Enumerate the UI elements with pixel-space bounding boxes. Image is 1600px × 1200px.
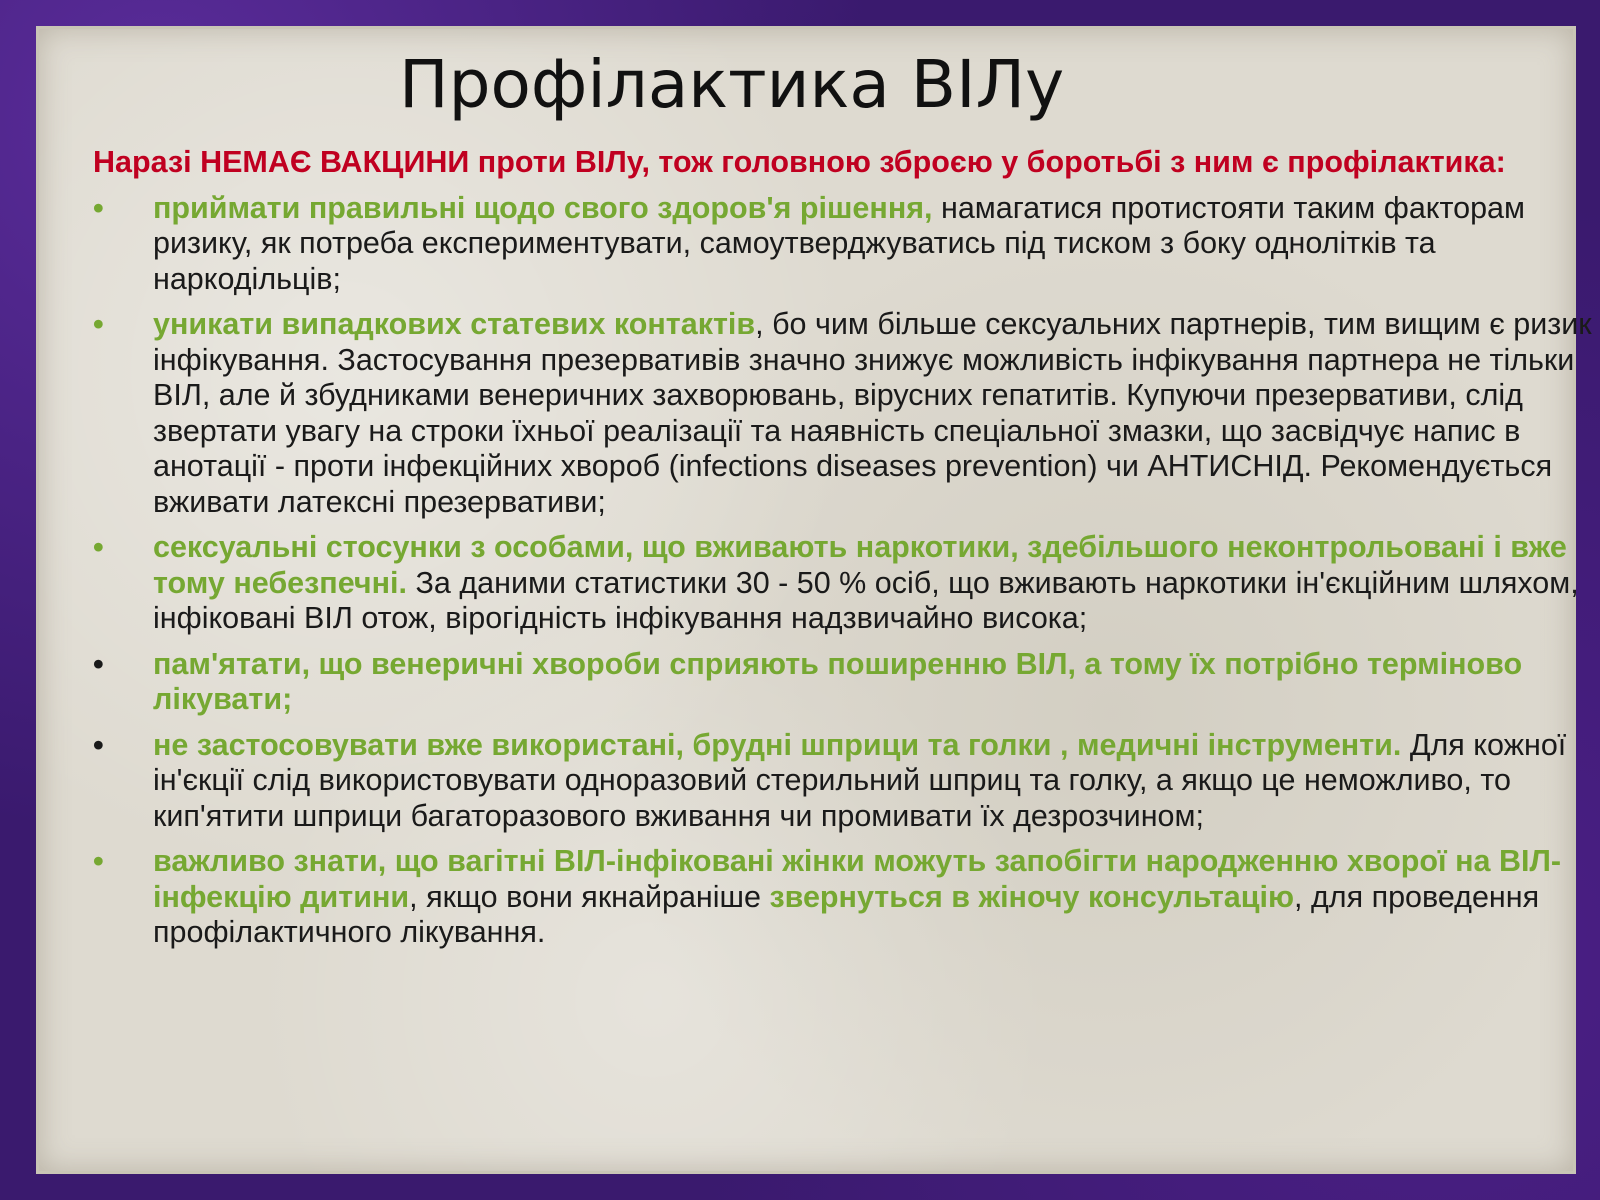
bullet-highlight: важливо знати, що вагітні ВІЛ-інфіковані жінки можуть запобігти народженню хворої на ВІЛ-інфекцію дитини (153, 844, 1562, 914)
bullet-dot-icon: • (93, 190, 104, 225)
bullet-item-healthy-decisions (93, 191, 1593, 298)
bullet-item-pregnant-women (93, 844, 1593, 951)
bullet-item-syringes (93, 728, 1593, 835)
bullet-text: Для кожної ін'єкції слід використовувати одноразовий стерильний шприц та голку, а якщо це неможливо, то кип'ятити шприци багаторазового вживання чи промивати їх дезрозчином; (153, 727, 1567, 833)
bullet-highlight: не застосовувати вже використані, брудні шприци та голки , медичні інструменти. (153, 727, 1402, 762)
bullet-text: , якщо вони якнайраніше (409, 879, 770, 914)
bullet-item-drug-users (93, 530, 1593, 637)
bullet-highlight: звернуться в жіночу консультацію (769, 879, 1295, 914)
bullet-dot-icon: • (93, 727, 104, 762)
bullet-dot-icon: • (93, 307, 104, 341)
slide-content (93, 145, 1593, 961)
bullet-dot-icon: • (93, 844, 104, 878)
slide-title: Профілактика ВІЛу (399, 46, 1065, 123)
bullet-text: намагатися протистояти таким факторам ризику, як потреба експериментувати, самоутверджуватись під тиском з боку однолітків та наркодільців; (153, 190, 1525, 296)
slide-frame (36, 26, 1592, 1174)
bullet-highlight: сексуальні стосунки з особами, що вживають наркотики, здебільшого неконтрольовані і вже тому небезпечні. (153, 530, 1567, 600)
intro-text: Наразі НЕМАЄ ВАКЦИНИ проти ВІЛу, тож головною зброєю у боротьбі з ним є профілактика: (93, 145, 1506, 179)
bullet-text: , для проведення профілактичного лікування. (153, 879, 1540, 949)
bullet-list (93, 191, 1593, 951)
bullet-dot-icon: • (93, 646, 104, 681)
bullet-item-casual-contacts (93, 307, 1593, 520)
bullet-highlight: уникати випадкових статевих контактів (153, 307, 756, 341)
bullet-item-venereal-diseases (93, 647, 1593, 718)
bullet-text: За даними статистики 30 - 50 % осіб, що вживають наркотики ін'єкційним шляхом, інфіковані ВІЛ отож, вірогідність інфікування надзвичайно висока; (153, 565, 1579, 635)
bullet-dot-icon: • (93, 530, 104, 564)
bullet-highlight: приймати правильні щодо свого здоров'я рішення, (153, 190, 933, 225)
bullet-text: , бо чим більше сексуальних партнерів, тим вищим є ризик інфікування. Застосування презервативів значно знижує можливість інфікування партнера не тільки ВІЛ, але й збудниками венеричних захворювань, вірусних гепатитів. Купуючи презервативи, слід звертати увагу на строки їхньої реалізації та наявність спеціальної змазки, що засвідчує напис в анотації - проти інфекційних хвороб (infections diseases prevention) чи АНТИСНІД. Рекомендується вживати латексні презервативи; (153, 307, 1592, 519)
bullet-highlight: пам'ятати, що венеричні хвороби сприяють поширенню ВІЛ, а тому їх потрібно терміново лікувати; (153, 646, 1523, 716)
